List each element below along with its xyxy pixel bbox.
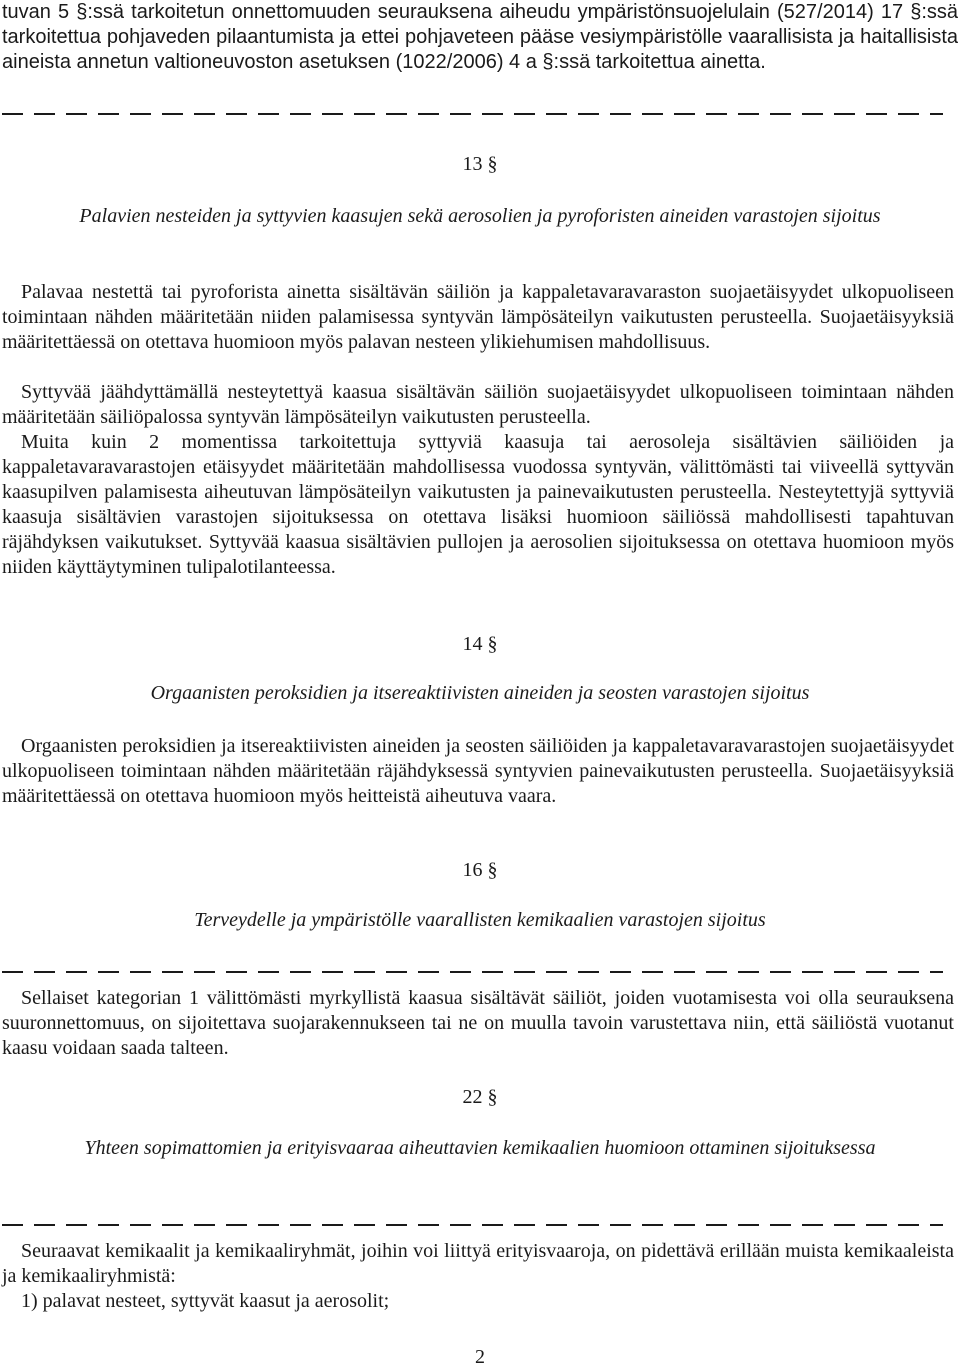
- section-number: 13 §: [462, 153, 498, 175]
- section-number: 14 §: [462, 633, 498, 655]
- omission-divider: [2, 113, 943, 115]
- section-paragraph: Seuraavat kemikaalit ja kemikaaliryhmät, joihin voi liittyä erityisvaaroja, on pidettävä erillään muista kemikaaleista ja kemikaaliryhmistä:: [2, 1240, 954, 1287]
- section-paragraph: Syttyvää jäähdyttämällä nesteytettyä kaasua sisältävän säiliön suojaetäisyydet ulkopuoliseen toimintaan nähden määritetään säiliöpalossa syntyvän lämpösäteilyn vaikutusten perusteella.: [2, 381, 954, 428]
- section-number: 22 §: [462, 1086, 498, 1108]
- omission-divider: [2, 971, 943, 973]
- section-paragraph: Orgaanisten peroksidien ja itsereaktiivisten aineiden ja seosten säiliöiden ja kappaletavaravarastojen suojaetäisyydet ulkopuoliseen toimintaan nähden määritetään räjähdyksessä syntyvien painevaikutusten perusteella. Suojaetäisyyksiä määritettäessä on otettava huomioon myös heitteistä aiheutuva vaara.: [2, 735, 954, 807]
- section-heading: Terveydelle ja ympäristölle vaarallisten kemikaalien varastojen sijoitus: [194, 909, 766, 931]
- section-paragraph: Muita kuin 2 momentissa tarkoitettuja syttyviä kaasuja tai aerosoleja sisältävien säiliöiden ja kappaletavaravarastojen etäisyydet määritetään mahdollisessa vuodossa syntyvän, välittömästi tai viiveellä syttyvän kaasupilven palamisesta aiheutuvan lämpösäteilyn vaikutusten ja painevaikutusten perusteella. Nesteytettyjä syttyviä kaasuja sisältävien varastojen sijoituksessa on otettava lisäksi huomioon säiliössä mahdollisesti tapahtuvan räjähdyksen vaikutukset. Syttyvää kaasua sisältävien pullojen ja aerosolien sijoituksessa on otettava huomioon myös niiden käyttäytyminen tulipalotilanteessa.: [2, 431, 954, 578]
- page-number: 2: [475, 1346, 485, 1368]
- section-paragraph: Sellaiset kategorian 1 välittömästi myrkyllistä kaasua sisältävät säiliöt, joiden vuotamisesta voi olla seurauksena suuronnettomuus, on sijoitettava suojarakennukseen tai ne on muulla tavoin varustettava niin, että säiliöstä vuotanut kaasu voidaan saada talteen.: [2, 987, 954, 1059]
- section-paragraph: Palavaa nestettä tai pyroforista ainetta sisältävän säiliön ja kappaletavaravaraston suojaetäisyydet ulkopuoliseen toimintaan nähden määritetään niiden palamisessa syntyvän lämpösäteilyn vaikutusten perusteella. Suojaetäisyyksiä määritettäessä on otettava huomioon myös palavan nesteen ylikiehumisen mahdollisuus.: [2, 281, 954, 353]
- list-item: 1) palavat nesteet, syttyvät kaasut ja aerosolit;: [21, 1290, 390, 1312]
- section-number: 16 §: [462, 859, 498, 881]
- intro-paragraph: tuvan 5 §:ssä tarkoitetun onnettomuuden seurauksena aiheudu ympäristönsuojelulain (527/2014) 17 §:ssä tarkoitettua pohjaveden pilaantumista ja ettei pohjaveteen pääse vesiympäristölle vaarallisista ja haitallisista aineista annetun valtioneuvoston asetuksen (1022/2006) 4 a §:ssä tarkoitettua ainetta.: [2, 1, 958, 73]
- section-heading: Palavien nesteiden ja syttyvien kaasujen sekä aerosolien ja pyroforisten aineiden varastojen sijoitus: [79, 205, 881, 227]
- section-heading: Orgaanisten peroksidien ja itsereaktiivisten aineiden ja seosten varastojen sijoitus: [150, 682, 810, 704]
- section-heading: Yhteen sopimattomien ja erityisvaaraa aiheuttavien kemikaalien huomioon ottaminen sijoituksessa: [84, 1137, 876, 1159]
- omission-divider: [2, 1224, 943, 1226]
